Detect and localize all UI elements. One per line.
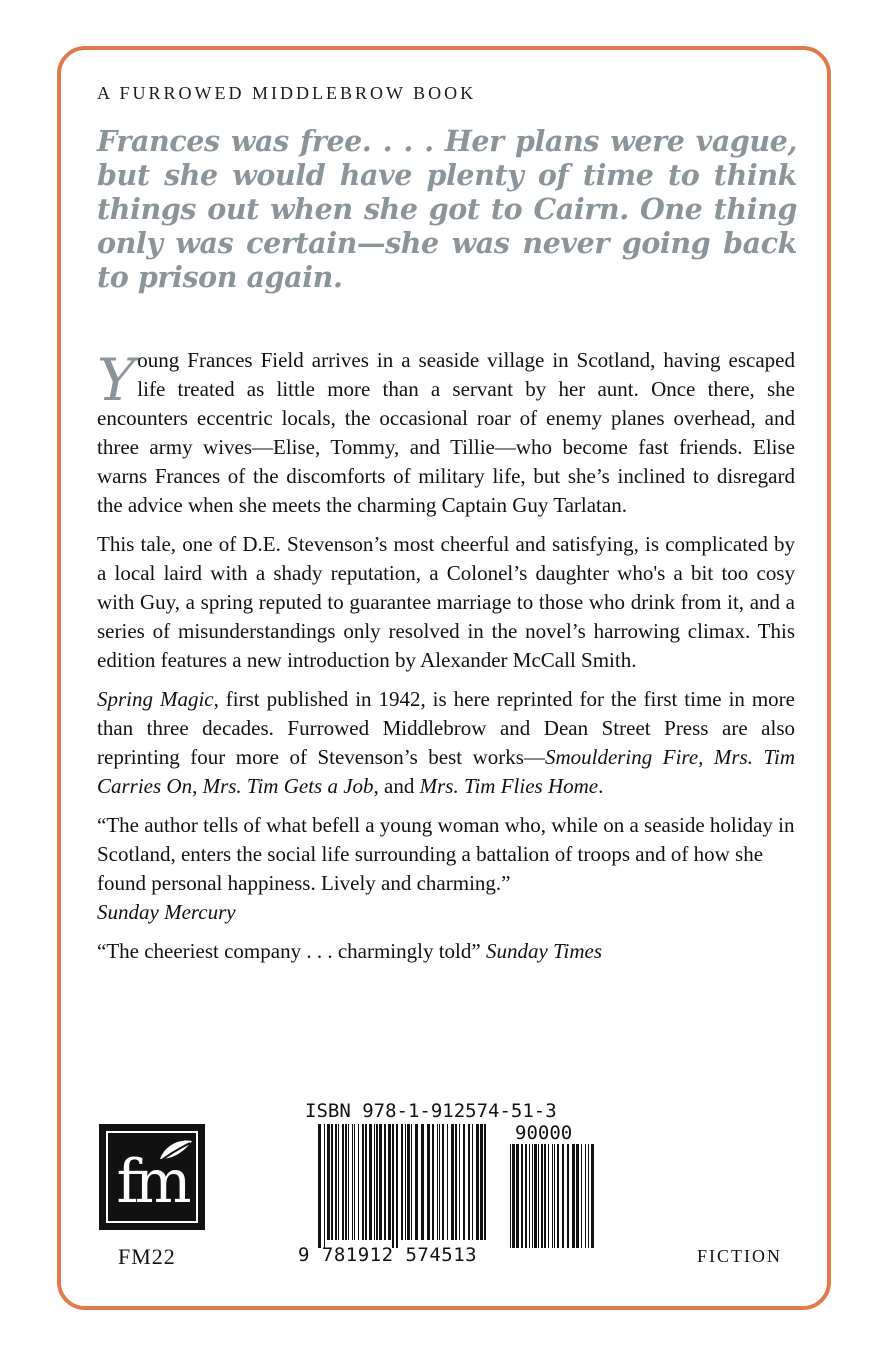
barcode-bar: [376, 1124, 378, 1240]
barcode-bar: [384, 1124, 386, 1240]
barcode-bar: [459, 1124, 460, 1240]
barcode-bar: [324, 1124, 325, 1248]
barcode-bar: [525, 1144, 527, 1248]
barcode-bar: [427, 1124, 430, 1240]
barcode-bar: [432, 1124, 434, 1240]
barcode-bar: [591, 1144, 594, 1248]
barcode-bar: [585, 1144, 586, 1248]
barcode-bar: [439, 1124, 440, 1240]
barcode-bar: [447, 1124, 448, 1240]
barcode-bar: [335, 1124, 337, 1240]
barcode-bar: [365, 1124, 367, 1240]
review-2: [97, 937, 795, 966]
barcode-bar: [405, 1124, 406, 1240]
barcode-bar: [331, 1124, 333, 1240]
barcode-bar: [480, 1124, 483, 1240]
barcode-bar: [554, 1144, 555, 1248]
barcode-bar: [318, 1124, 321, 1248]
barcode-bar: [510, 1144, 511, 1248]
barcode-bar: [352, 1124, 353, 1240]
barcode-bar: [358, 1124, 359, 1240]
last-title: Mrs. Tim Flies Home: [419, 774, 599, 798]
barcode-bar: [538, 1144, 539, 1248]
paragraph-3: [97, 685, 795, 801]
barcode-bar: [421, 1124, 424, 1240]
barcode-bar: [362, 1124, 364, 1240]
barcode-bar: [345, 1124, 347, 1240]
barcode-bar: [472, 1124, 473, 1240]
barcode-bar: [451, 1124, 454, 1240]
barcode-bar: [374, 1124, 375, 1240]
barcode-bar: [562, 1144, 564, 1248]
review-2-quote: “The cheeriest company . . . charmingly told”: [97, 939, 481, 963]
barcode-bar: [338, 1124, 339, 1240]
blurb-body: [97, 320, 795, 976]
barcode-bar: [379, 1124, 382, 1240]
barcode-digits: 9 781912 574513: [298, 1244, 478, 1266]
barcode-bar: [476, 1124, 479, 1240]
barcode-bar: [396, 1124, 398, 1248]
barcode-bar: [544, 1144, 546, 1248]
series-code: FM22: [118, 1244, 176, 1269]
pull-quote: Frances was free. . . . Her plans were vague, but she would have plenty of time to think things out when she got to Cairn. One thing only was certain—she was never going back to prison again.: [97, 124, 797, 294]
barcode-bar: [442, 1124, 444, 1240]
barcode-bar: [548, 1144, 549, 1248]
barcode-bar: [411, 1124, 412, 1240]
review-1-quote: “The author tells of what befell a young woman who, while on a seaside holiday in Scotland, enters the social life surrounding a battalion of troops and of how she found personal happiness. Lively and charming.”: [97, 813, 795, 895]
barcode-bar: [557, 1144, 559, 1248]
barcode-bar: [512, 1144, 515, 1248]
book-title: Spring Magic: [97, 687, 214, 711]
barcode-bar: [392, 1124, 394, 1248]
barcode-bar: [532, 1144, 533, 1248]
barcode-bar: [484, 1124, 486, 1240]
paragraph-1: [97, 320, 795, 520]
paragraph-3-text-a: , first published in 1942, is here reprinted for the first time in more than three decades. Furrowed Middlebrow and Dean Street Press are also reprinting four more of Stevenson’s best works—: [97, 687, 795, 769]
barcode-bar: [576, 1144, 579, 1248]
barcode-bar: [407, 1124, 410, 1240]
barcode-bar: [581, 1144, 582, 1248]
barcode-bar: [401, 1124, 403, 1240]
barcode-bar: [572, 1144, 575, 1248]
isbn-barcode: [318, 1124, 490, 1248]
review-1: [97, 811, 795, 927]
barcode-bar: [534, 1144, 537, 1248]
barcode-bar: [369, 1124, 372, 1240]
barcode-bar: [327, 1124, 330, 1240]
barcode-bar: [437, 1124, 438, 1240]
publisher-logo: [99, 1124, 205, 1230]
drop-cap: Y: [97, 346, 136, 414]
review-1-source: Sunday Mercury: [97, 900, 236, 924]
paragraph-1-text: oung Frances Field arrives in a seaside village in Scotland, having escaped life treated as little more than a servant by her aunt. Once there, she encounters eccentric locals, the occasional roar of enemy planes overhead, and three army wives—Elise, Tommy, and Tillie—who become fast friends. Elise warns Frances of the discomforts of military life, but she’s inclined to disregard the advice when she meets the charming Captain Guy Tarlatan.: [97, 348, 795, 517]
category-label: FICTION: [697, 1246, 782, 1266]
barcode-bar: [567, 1144, 569, 1248]
price-code: 90000: [515, 1122, 573, 1144]
review-2-source: Sunday Times: [485, 939, 603, 963]
barcode-bar: [455, 1124, 457, 1240]
series-label: A FURROWED MIDDLEBROW BOOK: [97, 83, 477, 103]
paragraph-3-text-b: , and: [373, 774, 420, 798]
other-titles: Smouldering Fire, Mrs. Tim Carries On, Mrs. Tim Gets a Job: [97, 745, 795, 798]
barcode-bar: [521, 1144, 523, 1248]
paragraph-3-text-c: .: [598, 774, 604, 798]
barcode-bar: [463, 1124, 465, 1240]
barcode-bar: [516, 1144, 519, 1248]
barcode-bar: [415, 1124, 418, 1240]
price-barcode: [510, 1144, 596, 1248]
paragraph-2: This tale, one of D.E. Stevenson’s most cheerful and satisfying, is complicated by a local laird with a shady reputation, a Colonel’s daughter who's a bit too cosy with Guy, a spring reputed to guarantee marriage to those who drink from it, and a series of misunderstandings only resolved in the novel’s harrowing climax. This edition features a new introduction by Alexander McCall Smith.: [97, 532, 795, 672]
isbn-label: ISBN 978-1-912574-51-3: [305, 1100, 557, 1122]
barcode-bar: [354, 1124, 355, 1240]
logo-text: fm: [116, 1147, 188, 1217]
barcode-bar: [468, 1124, 470, 1240]
barcode-bar: [342, 1124, 344, 1240]
barcode-bar: [552, 1144, 553, 1248]
barcode-bar: [388, 1124, 391, 1240]
barcode-bar: [348, 1124, 349, 1240]
barcode-bar: [541, 1144, 543, 1248]
barcode-bar: [588, 1144, 589, 1248]
barcode-bar: [529, 1144, 530, 1248]
